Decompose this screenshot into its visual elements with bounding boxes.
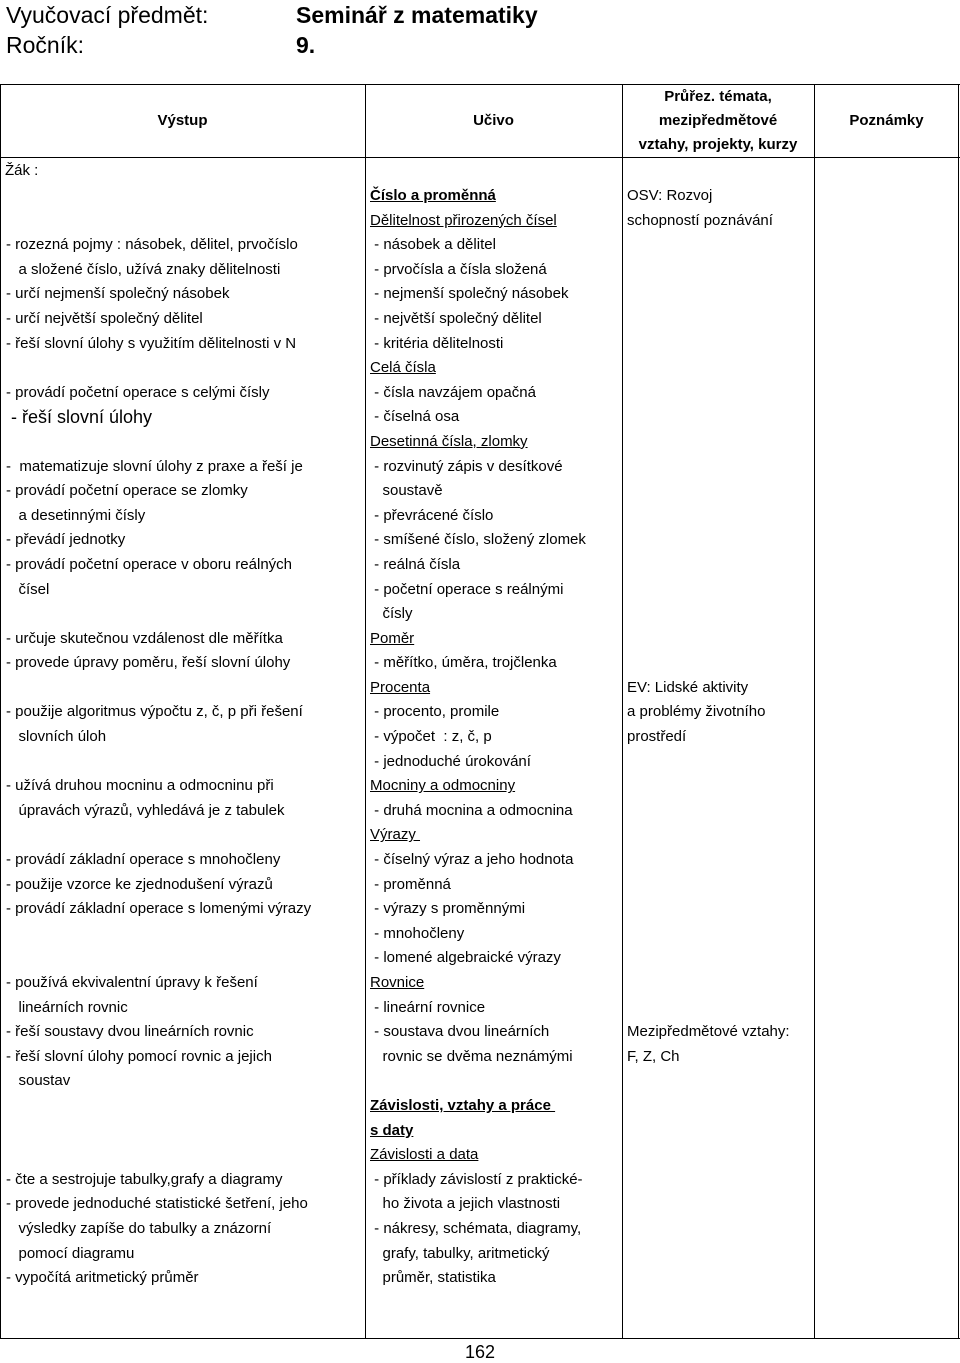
column-header-prurez-line: Průřez. témata,	[664, 88, 772, 105]
prurez-line	[627, 307, 790, 332]
prurez-line: prostředí	[627, 728, 687, 746]
vystup-line: a složené číslo, užívá znaky dělitelnosti	[6, 260, 281, 278]
subject-value: Seminář z matematiky	[296, 2, 538, 28]
ucivo-line: - proměnná	[370, 875, 451, 893]
ucivo-line: Výrazy	[370, 826, 421, 844]
prurez-line	[627, 430, 790, 455]
prurez-line: EV: Lidské aktivity	[627, 678, 749, 696]
ucivo-line: - rozvinutý zápis v desítkové	[370, 457, 563, 475]
vystup-line	[6, 676, 311, 701]
prurez-line	[627, 799, 790, 824]
ucivo-line: - číselná osa	[370, 408, 460, 426]
prurez-line	[627, 848, 790, 873]
vystup-line: - provádí základní operace s lomenými výrazy	[6, 900, 312, 918]
vystup-line: - provádí početní operace se zlomky	[6, 482, 248, 500]
ucivo-line: - měřítko, úměra, trojčlenka	[370, 654, 557, 672]
prurez-line: a problémy životního	[627, 703, 766, 721]
vystup-line: lineárních rovnic	[6, 998, 128, 1016]
ucivo-line: Závislosti, vztahy a práce	[370, 1096, 556, 1114]
prurez-line	[627, 996, 790, 1021]
ucivo-line: - reálná čísla	[370, 555, 461, 573]
ucivo-line: - převrácené číslo	[370, 506, 494, 524]
ucivo-line: Dělitelnost přirozených čísel	[370, 211, 557, 229]
vystup-line: - vypočítá aritmetický průměr	[6, 1269, 199, 1287]
table-header-border	[0, 157, 960, 158]
ucivo-line: - jednoduché úrokování	[370, 752, 531, 770]
ucivo-line: Závislosti a data	[370, 1146, 479, 1164]
prurez-line	[627, 282, 790, 307]
prurez-line	[627, 578, 790, 603]
prurez-line	[627, 774, 790, 799]
table-right-border	[958, 84, 959, 1339]
prurez-line	[627, 553, 790, 578]
ucivo-line: - lineární rovnice	[370, 998, 486, 1016]
vystup-line: - řeší slovní úlohy pomocí rovnic a jejich	[6, 1047, 272, 1065]
vystup-line: - provádí základní operace s mnohočleny	[6, 851, 281, 869]
vystup-line	[6, 1094, 311, 1119]
vystup-line: úpravách výrazů, vyhledává je z tabulek	[6, 801, 285, 819]
vystup-line: soustav	[6, 1072, 71, 1090]
prurez-line	[627, 332, 790, 357]
ucivo-line: průměr, statistika	[370, 1269, 496, 1287]
prurez-line	[627, 356, 790, 381]
vystup-line	[6, 1119, 311, 1144]
prurez-line	[627, 946, 790, 971]
vystup-line	[6, 430, 311, 455]
ucivo-line: - lomené algebraické výrazy	[370, 949, 561, 967]
ucivo-line: Desetinná čísla, zlomky	[370, 432, 528, 450]
prurez-line: F, Z, Ch	[627, 1047, 680, 1065]
vystup-line	[6, 823, 311, 848]
vystup-line	[6, 356, 311, 381]
vystup-line	[6, 209, 311, 234]
prurez-column	[627, 184, 790, 1069]
ucivo-line: Procenta	[370, 678, 431, 696]
vystup-line: - provede jednoduché statistické šetření, jeho	[6, 1195, 308, 1213]
prurez-line	[627, 479, 790, 504]
ucivo-line: - prvočísla a čísla složená	[370, 260, 547, 278]
ucivo-line: - největší společný dělitel	[370, 309, 542, 327]
column-divider-2	[622, 84, 623, 1339]
prurez-line	[627, 873, 790, 898]
prurez-line	[627, 233, 790, 258]
ucivo-line: - soustava dvou lineárních	[370, 1023, 550, 1041]
ucivo-line: grafy, tabulky, aritmetický	[370, 1244, 550, 1262]
ucivo-line: rovnic se dvěma neznámými	[370, 1047, 573, 1065]
vystup-line: - matematizuje slovní úlohy z praxe a řeší je	[6, 457, 303, 475]
vystup-line: - určí nejmenší společný násobek	[6, 285, 230, 303]
vystup-line: - řeší soustavy dvou lineárních rovnic	[6, 1023, 254, 1041]
column-divider-1	[365, 84, 366, 1339]
vystup-line	[6, 922, 311, 947]
table-left-border	[0, 84, 1, 1339]
prurez-line	[627, 897, 790, 922]
vystup-line: a desetinnými čísly	[6, 506, 146, 524]
prurez-line	[627, 405, 790, 430]
ucivo-line: Číslo a proměnná	[370, 187, 496, 204]
zak-label: Žák :	[5, 162, 39, 179]
prurez-line: OSV: Rozvoj	[627, 187, 713, 204]
subject-label: Vyučovací předmět:	[6, 2, 209, 28]
table-bottom-border	[0, 1338, 960, 1339]
ucivo-line: - nejmenší společný násobek	[370, 285, 569, 303]
ucivo-line: - procento, promile	[370, 703, 500, 721]
prurez-line	[627, 381, 790, 406]
prurez-line	[627, 627, 790, 652]
ucivo-line: - početní operace s reálnými	[370, 580, 564, 598]
prurez-line	[627, 651, 790, 676]
vystup-line: - rozezná pojmy : násobek, dělitel, prvočíslo	[6, 236, 298, 254]
ucivo-line: ho života a jejich vlastnosti	[370, 1195, 561, 1213]
column-header-prurez-line: vztahy, projekty, kurzy	[638, 136, 798, 153]
vystup-line	[6, 1143, 311, 1168]
prurez-line	[627, 455, 790, 480]
vystup-line: - čte a sestrojuje tabulky,grafy a diagramy	[6, 1170, 283, 1188]
vystup-line	[6, 750, 311, 775]
ucivo-line	[370, 1069, 586, 1094]
ucivo-line: Mocniny a odmocniny	[370, 777, 516, 795]
vystup-line: - použije algoritmus výpočtu z, č, p při řešení	[6, 703, 303, 721]
ucivo-line: - nákresy, schémata, diagramy,	[370, 1219, 582, 1237]
ucivo-line: - mnohočleny	[370, 924, 465, 942]
prurez-line	[627, 528, 790, 553]
ucivo-line: - výrazy s proměnnými	[370, 900, 526, 918]
prurez-line	[627, 823, 790, 848]
vystup-line	[6, 602, 311, 627]
vystup-line	[6, 946, 311, 971]
ucivo-column	[370, 184, 586, 1291]
vystup-column	[6, 184, 311, 1291]
vystup-line: slovních úloh	[6, 728, 107, 746]
ucivo-line: čísly	[370, 605, 413, 623]
ucivo-line: - násobek a dělitel	[370, 236, 496, 254]
prurez-line	[627, 922, 790, 947]
prurez-line	[627, 602, 790, 627]
prurez-line: Mezipředmětové vztahy:	[627, 1023, 790, 1041]
vystup-line: - používá ekvivalentní úpravy k řešení	[6, 974, 258, 991]
column-header-poznamky: Poznámky	[849, 112, 924, 129]
prurez-line	[627, 504, 790, 529]
column-header-prurez	[622, 85, 814, 157]
ucivo-line: - příklady závislostí z praktické-	[370, 1170, 583, 1188]
vystup-line: čísel	[6, 580, 50, 598]
vystup-line: - převádí jednotky	[6, 531, 126, 549]
grade-label: Ročník:	[6, 32, 84, 58]
ucivo-line: - čísla navzájem opačná	[370, 383, 536, 401]
column-header-vystup: Výstup	[157, 112, 208, 129]
column-header-ucivo: Učivo	[473, 112, 514, 129]
ucivo-line: Celá čísla	[370, 359, 436, 377]
ucivo-line: Poměr	[370, 629, 415, 647]
vystup-line	[6, 184, 311, 209]
vystup-line: pomocí diagramu	[6, 1244, 135, 1262]
vystup-line: - provádí početní operace v oboru reálných	[6, 555, 293, 573]
prurez-line	[627, 750, 790, 775]
prurez-line	[627, 971, 790, 996]
ucivo-line: - druhá mocnina a odmocnina	[370, 801, 573, 819]
ucivo-line: soustavě	[370, 482, 443, 500]
ucivo-line: - kritéria dělitelnosti	[370, 334, 504, 352]
vystup-line: výsledky zapíše do tabulky a znázorní	[6, 1219, 272, 1237]
column-divider-3	[814, 84, 815, 1339]
prurez-line: schopností poznávání	[627, 211, 773, 229]
ucivo-line: - výpočet : z, č, p	[370, 728, 492, 746]
vystup-line: - provádí početní operace s celými čísly	[6, 383, 270, 401]
vystup-line: - užívá druhou mocninu a odmocninu při	[6, 777, 274, 795]
ucivo-line: Rovnice	[370, 974, 425, 991]
column-header-prurez-line: mezipředmětové	[658, 112, 778, 129]
ucivo-line: - smíšené číslo, složený zlomek	[370, 531, 586, 549]
page-number: 162	[464, 1342, 496, 1362]
vystup-line: - určí největší společný dělitel	[6, 309, 203, 327]
vystup-line: - provede úpravy poměru, řeší slovní úlohy	[6, 654, 291, 672]
ucivo-line: s daty	[370, 1121, 414, 1139]
vystup-line: - řeší slovní úlohy s využitím dělitelnosti v N	[6, 334, 297, 352]
grade-value: 9.	[296, 32, 316, 58]
vystup-line: - použije vzorce ke zjednodušení výrazů	[6, 875, 273, 893]
vystup-line: - řeší slovní úlohy	[6, 407, 153, 428]
ucivo-line: - číselný výraz a jeho hodnota	[370, 851, 574, 869]
table-top-border	[0, 84, 960, 85]
vystup-line: - určuje skutečnou vzdálenost dle měřítka	[6, 629, 283, 647]
prurez-line	[627, 258, 790, 283]
